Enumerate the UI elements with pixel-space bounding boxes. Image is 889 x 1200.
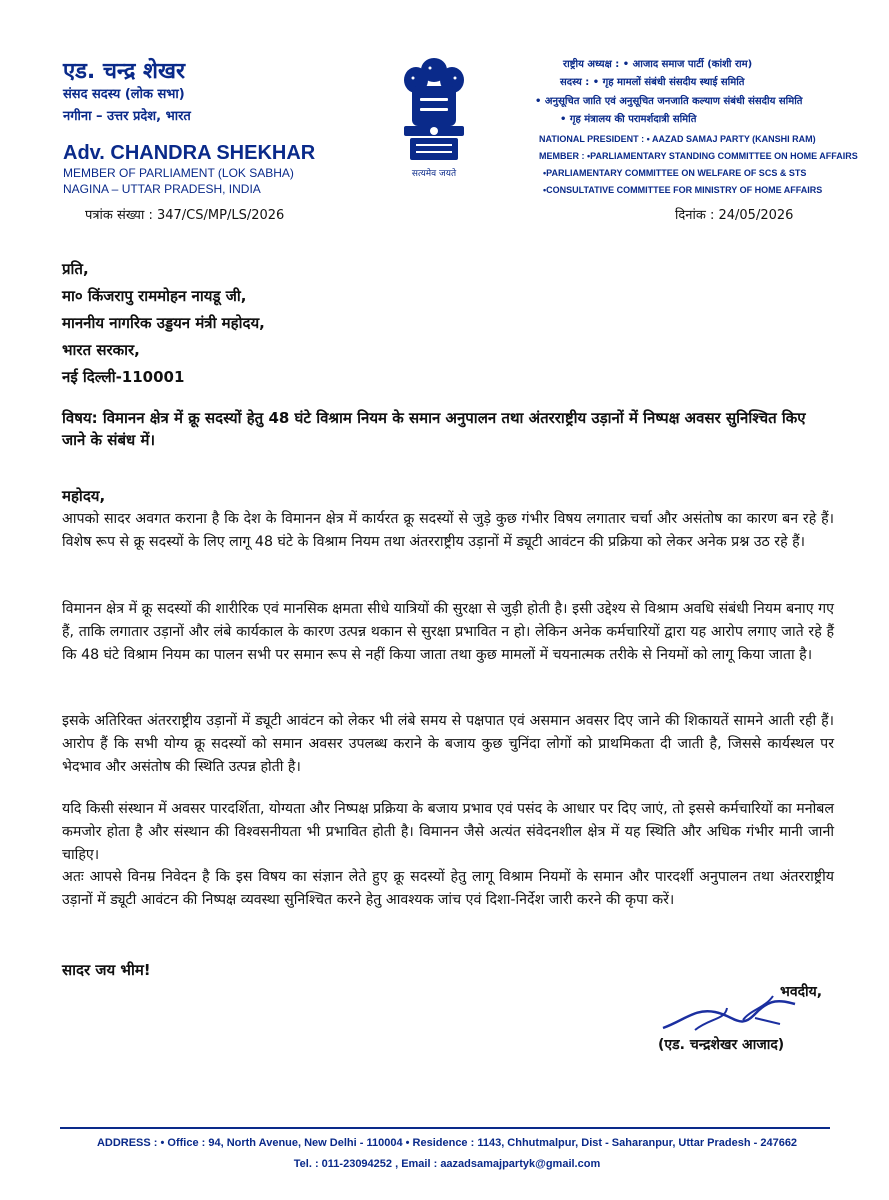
body-paragraph: इसके अतिरिक्त अंतरराष्ट्रीय उड़ानों में ड्यूटी आवंटन को लेकर भी लंबे समय से पक्षपात एवं असमान अवसर दिए जाने की शिकायतें सामने आती रही हैं। आरोप हैं कि सभी योग्य क्रू सदस्यों को समान अवसर उपलब्ध कराने के बजाय कुछ चुनिंदा लोगों को प्राथमिकता दी जाती है, जिससे कार्यस्थल पर भेदभाव और असंतोष की स्थिति उत्पन्न होती है। bbox=[62, 713, 834, 775]
recipient-line: मा० किंजरापु राममोहन नायडू जी, bbox=[62, 287, 247, 305]
role-english-4: •CONSULTATIVE COMMITTEE FOR MINISTRY OF HOME AFFAIRS bbox=[543, 185, 823, 195]
role-english-3: •PARLIAMENTARY COMMITTEE ON WELFARE OF SCS & STS bbox=[543, 168, 807, 178]
role-hindi-3: • अनुसूचित जाति एवं अनुसूचित जनजाति कल्याण संबंधी संसदीय समिति bbox=[535, 96, 803, 107]
role-english-1: NATIONAL PRESIDENT : • AAZAD SAMAJ PARTY (KANSHI RAM) bbox=[539, 134, 816, 144]
recipient-line: प्रति, bbox=[62, 260, 89, 278]
letterhead-name-hindi: एड. चन्द्र शेखर bbox=[63, 59, 186, 84]
letterhead-title-hindi: संसद सदस्य (लोक सभा) bbox=[63, 87, 185, 102]
reference-number: पत्रांक संख्या : 347/CS/MP/LS/2026 bbox=[85, 208, 285, 223]
role-hindi-2: सदस्य : • गृह मामलों संबंधी संसदीय स्थाई समिति bbox=[560, 77, 745, 88]
role-english-2: MEMBER : •PARLIAMENTARY STANDING COMMITTEE ON HOME AFFAIRS bbox=[539, 151, 858, 161]
role-hindi-4: • गृह मंत्रालय की परामर्शदात्री समिति bbox=[560, 114, 697, 125]
national-emblem-icon bbox=[386, 48, 482, 174]
letterhead-place-english: NAGINA – UTTAR PRADESH, INDIA bbox=[63, 182, 261, 196]
footer-contact: Tel. : 011-23094252 , Email : aazadsamajpartyk@gmail.com bbox=[293, 1158, 601, 1170]
body-paragraph: अतः आपसे विनम्र निवेदन है कि इस विषय का संज्ञान लेते हुए क्रू सदस्यों हेतु लागू विश्राम नियमों के समान और पारदर्शी अनुपालन तथा अंतरराष्ट्रीय उड़ानों में ड्यूटी आवंटन की निष्पक्ष व्यवस्था सुनिश्चित करने हेतु आवश्यक जांच एवं दिशा-निर्देश जारी करने की कृपा करें। bbox=[62, 869, 834, 908]
recipient-line: भारत सरकार, bbox=[62, 341, 140, 359]
letter-date: दिनांक : 24/05/2026 bbox=[675, 208, 794, 223]
letterhead-title-english: MEMBER OF PARLIAMENT (LOK SABHA) bbox=[63, 166, 294, 180]
signoff: भवदीय, bbox=[780, 984, 823, 1000]
letterhead-place-hindi: नगीना – उत्तर प्रदेश, भारत bbox=[63, 109, 191, 124]
emblem-caption: सत्यमेव जयते bbox=[411, 169, 457, 179]
letterhead-name-english: Adv. CHANDRA SHEKHAR bbox=[63, 142, 316, 164]
footer-address: ADDRESS : • Office : 94, North Avenue, New Delhi - 110004 • Residence : 1143, Chhutmalpur, Dist - Saharanpur, Uttar Pradesh - 247662 bbox=[96, 1137, 798, 1149]
footer-divider bbox=[60, 1127, 830, 1129]
closing-line: सादर जय भीम! bbox=[62, 961, 151, 979]
role-hindi-1: राष्ट्रीय अध्यक्ष : • आजाद समाज पार्टी (कांशी राम) bbox=[563, 59, 753, 70]
letter-subject: विषय: विमानन क्षेत्र में क्रू सदस्यों हेतु 48 घंटे विश्राम नियम के समान अनुपालन तथा अंतरराष्ट्रीय उड़ानों में निष्पक्ष अवसर सुनिश्चित किए जाने के संबंध में। bbox=[62, 409, 806, 449]
recipient-line: माननीय नागरिक उड्डयन मंत्री महोदय, bbox=[62, 314, 265, 332]
body-paragraph: आपको सादर अवगत कराना है कि देश के विमानन क्षेत्र में कार्यरत क्रू सदस्यों से जुड़े कुछ गंभीर विषय लगातार चर्चा और असंतोष का कारण बन रहे हैं। विशेष रूप से क्रू सदस्यों के लिए लागू 48 घंटे के विश्राम नियम तथा अंतरराष्ट्रीय उड़ानों में ड्यूटी आवंटन की प्रक्रिया को लेकर अनेक प्रश्न उठ रहे हैं। bbox=[62, 511, 834, 550]
salutation: महोदय, bbox=[62, 487, 106, 505]
body-paragraph: यदि किसी संस्थान में अवसर पारदर्शिता, योग्यता और निष्पक्ष प्रक्रिया के बजाय प्रभाव एवं पसंद के आधार पर दिए जाएं, तो इससे कर्मचारियों का मनोबल कमजोर होता है और संस्थान की विश्वसनीयता भी प्रभावित होती है। विमानन जैसे अत्यंत संवेदनशील क्षेत्र में यह स्थिति और अधिक गंभीर मानी जानी चाहिए। bbox=[62, 801, 835, 863]
signatory-name: (एड. चन्द्रशेखर आजाद) bbox=[658, 1037, 785, 1053]
recipient-line: नई दिल्ली-110001 bbox=[62, 368, 185, 386]
handwritten-signature bbox=[655, 990, 805, 1040]
body-paragraph: विमानन क्षेत्र में क्रू सदस्यों की शारीरिक एवं मानसिक क्षमता सीधे यात्रियों की सुरक्षा से जुड़ी होती है। इसी उद्देश्य से विश्राम अवधि संबंधी नियम बनाए गए हैं, ताकि लगातार उड़ानों और लंबे कार्यकाल के कारण उत्पन्न थकान से सुरक्षा प्रभावित न हो। लेकिन अनेक कर्मचारियों द्वारा यह आरोप लगाए जाते रहे हैं कि 48 घंटे विश्राम नियम का पालन सभी पर समान रूप से नहीं किया जाता तथा कुछ मामलों में चयनात्मक तरीके से नियमों को लागू किया जाता है। bbox=[62, 601, 834, 663]
